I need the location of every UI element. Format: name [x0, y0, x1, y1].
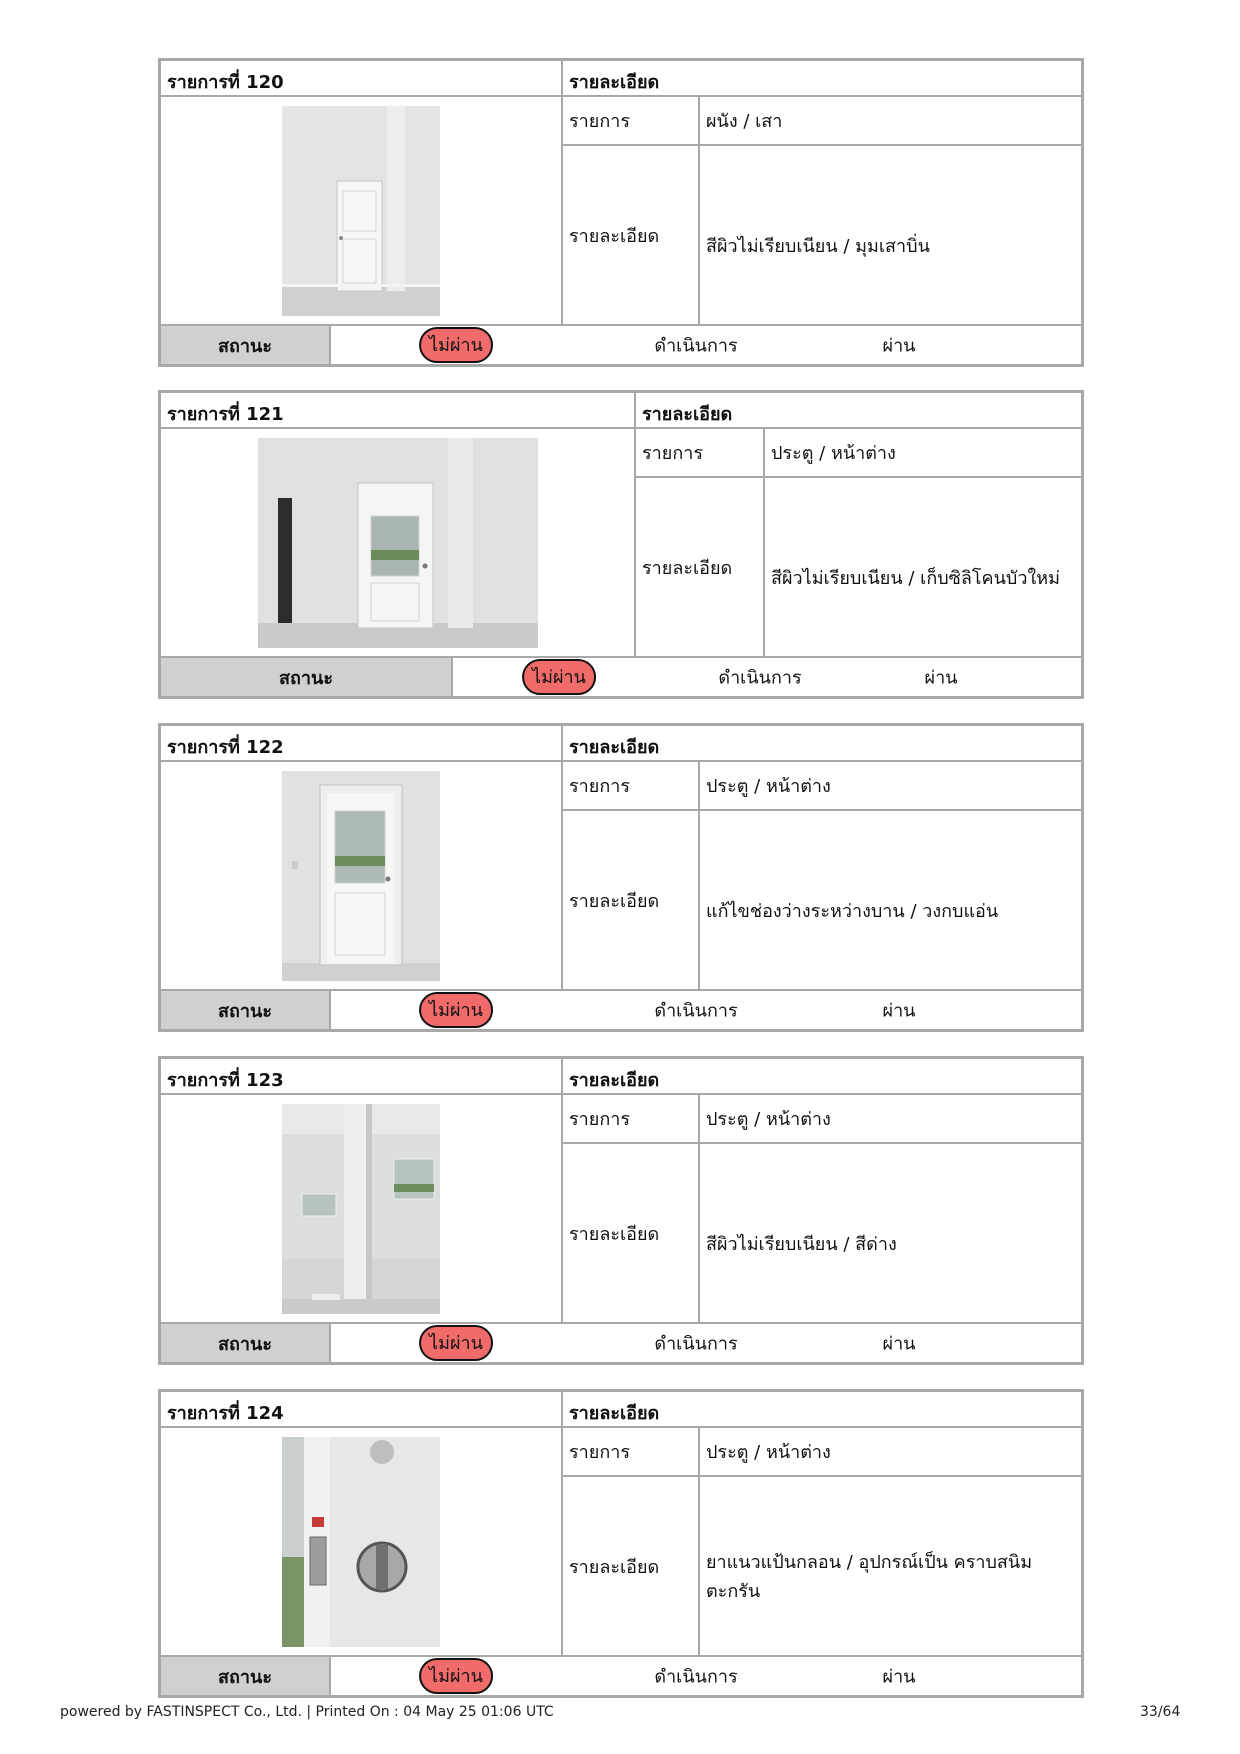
detail-value: สีผิวไม่เรียบเนียน / สีด่าง	[698, 1144, 1081, 1324]
inspection-item-120	[158, 58, 1084, 367]
door-lock-photo[interactable]	[161, 1428, 561, 1657]
status-in-progress[interactable]: ดำเนินการ	[654, 1666, 738, 1688]
status-options	[331, 991, 1081, 1029]
item-label: รายการ	[561, 97, 698, 146]
inspection-item-124	[158, 1389, 1084, 1698]
status-label: สถานะ	[161, 991, 331, 1029]
status-in-progress[interactable]: ดำเนินการ	[718, 667, 802, 689]
detail-value: สีผิวไม่เรียบเนียน / มุมเสาบิ่น	[698, 146, 1081, 326]
item-title: รายการที่ 121	[161, 393, 634, 429]
status-fail-badge[interactable]: ไม่ผ่าน	[419, 327, 493, 363]
status-in-progress[interactable]: ดำเนินการ	[654, 1000, 738, 1022]
footer-credit: powered by FASTINSPECT Co., Ltd. | Printed On : 04 May 25 01:06 UTC	[60, 1704, 554, 1720]
glass-door-photo[interactable]	[161, 429, 634, 658]
detail-value: สีผิวไม่เรียบเนียน / เก็บซิลิโคนบัวใหม่	[763, 478, 1081, 658]
status-in-progress[interactable]: ดำเนินการ	[654, 335, 738, 357]
item-title: รายการที่ 122	[161, 726, 561, 762]
detail-label: รายละเอียด	[561, 811, 698, 991]
status-options	[331, 326, 1081, 364]
item-title: รายการที่ 123	[161, 1059, 561, 1095]
status-options	[331, 1657, 1081, 1695]
item-label: รายการ	[634, 429, 763, 478]
inspection-item-121	[158, 390, 1084, 699]
status-options	[453, 658, 1081, 696]
room-window-photo[interactable]	[161, 1095, 561, 1324]
status-fail-badge[interactable]: ไม่ผ่าน	[419, 1325, 493, 1361]
status-fail-badge[interactable]: ไม่ผ่าน	[522, 659, 596, 695]
item-label: รายการ	[561, 1095, 698, 1144]
status-label: สถานะ	[161, 1657, 331, 1695]
status-fail-badge[interactable]: ไม่ผ่าน	[419, 992, 493, 1028]
detail-header: รายละเอียด	[634, 393, 1081, 429]
item-title: รายการที่ 124	[161, 1392, 561, 1428]
detail-header: รายละเอียด	[561, 61, 1081, 97]
detail-label: รายละเอียด	[561, 1477, 698, 1657]
status-pass[interactable]: ผ่าน	[882, 1000, 916, 1022]
status-pass[interactable]: ผ่าน	[882, 1333, 916, 1355]
page-number: 33/64	[1140, 1704, 1181, 1720]
item-label: รายการ	[561, 762, 698, 811]
door-frame-photo[interactable]	[161, 762, 561, 991]
item-value: ประตู / หน้าต่าง	[698, 1428, 1081, 1477]
status-fail-badge[interactable]: ไม่ผ่าน	[419, 1658, 493, 1694]
item-value: ผนัง / เสา	[698, 97, 1081, 146]
detail-value: แก้ไขช่องว่างระหว่างบาน / วงกบแอ่น	[698, 811, 1081, 991]
inspection-item-122	[158, 723, 1084, 1032]
detail-label: รายละเอียด	[634, 478, 763, 658]
status-label: สถานะ	[161, 658, 453, 696]
inspection-item-123	[158, 1056, 1084, 1365]
status-pass[interactable]: ผ่าน	[924, 667, 958, 689]
status-label: สถานะ	[161, 326, 331, 364]
status-pass[interactable]: ผ่าน	[882, 1666, 916, 1688]
item-value: ประตู / หน้าต่าง	[763, 429, 1081, 478]
status-in-progress[interactable]: ดำเนินการ	[654, 1333, 738, 1355]
wall-door-photo[interactable]	[161, 97, 561, 326]
detail-value: ยาแนวแป้นกลอน / อุปกรณ์เป็น คราบสนิม ตะกรัน	[698, 1477, 1081, 1657]
status-pass[interactable]: ผ่าน	[882, 335, 916, 357]
status-label: สถานะ	[161, 1324, 331, 1362]
detail-header: รายละเอียด	[561, 726, 1081, 762]
detail-label: รายละเอียด	[561, 146, 698, 326]
item-value: ประตู / หน้าต่าง	[698, 1095, 1081, 1144]
item-title: รายการที่ 120	[161, 61, 561, 97]
status-options	[331, 1324, 1081, 1362]
detail-label: รายละเอียด	[561, 1144, 698, 1324]
detail-header: รายละเอียด	[561, 1392, 1081, 1428]
item-value: ประตู / หน้าต่าง	[698, 762, 1081, 811]
detail-header: รายละเอียด	[561, 1059, 1081, 1095]
item-label: รายการ	[561, 1428, 698, 1477]
